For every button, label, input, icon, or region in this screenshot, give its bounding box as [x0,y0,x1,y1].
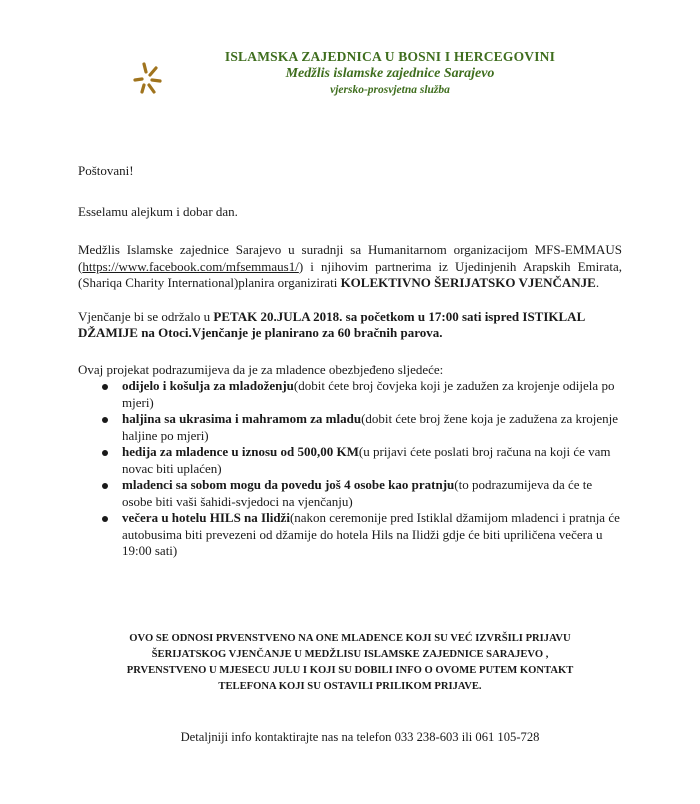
facebook-link[interactable]: https://www.facebook.com/mfsemmaus1/ [82,258,299,274]
provisions-intro: Ovaj projekat podrazumijeva da je za mladence obezbjeđeno sljedeće: [78,361,444,377]
bullet-icon [102,483,108,489]
bullet-icon [102,384,108,390]
bullet-icon [102,417,108,423]
greeting: Poštovani! [78,163,134,178]
item-bold: haljina sa ukrasima i mahramom za mladu [122,411,362,426]
bullet-icon [102,450,108,456]
intro-end: . [595,275,600,290]
event-paragraph [78,309,622,342]
list-item [122,411,622,444]
organization-subtitle: Medžlis islamske zajednice Sarajevo [285,66,495,81]
salutation: Esselamu alejkum i dobar dan. [78,203,238,219]
item-text: (dobit ćete broj čovjeka koji je zadužen za krojenje odijela po mjeri) [122,378,615,410]
item-text: (nakon ceremonije pred Istiklal džamijom mladenci i pratnja će autobusima biti prevezeni od džamije do hotela Hils na Ilidži gdje će biti upriličena večera u 19:00 sati) [122,510,620,558]
list-item [122,477,622,510]
contact-line: Detaljniji info kontaktirajte nas na telefon 033 238-603 ili 061 105-728 [180,730,540,744]
bullet-icon [102,516,108,522]
provisions-list [78,378,622,560]
notice-block: OVO SE ODNOSI PRVENSTVENO NA ONE MLADENCE KOJI SU VEĆ IZVRŠILI PRIJAVU ŠERIJATSKOG VJENČANJE U MEDŽLISU ISLAMSKE ZAJEDNICE SARAJEVO , PRVENSTVENO U MJESECU JULU I KOJI SU DOBILI INFO O OVOME PUTEM KONTAKT TELEFONA KOJI SU OSTAVILI PRILIKOM PRIJAVE. [126,633,574,692]
event-text-a: Vjenčanje bi se održalo u [78,308,214,324]
intro-text-b: ) i njihovim partnerima iz Ujedinjenih Arapskih Emirata,(Shariqa Charity International)planira organizirati [78,258,622,290]
intro-text-a: Medžlis Islamske zajednice Sarajevo u suradnji sa Humanitarnom organizacijom MFS-EMMAUS ( [78,242,622,274]
intro-paragraph [78,242,622,292]
crescent-shape [106,46,138,110]
item-bold: odijelo i košulja za mladoženju [122,378,294,393]
event-bold-a: PETAK 20.JULA 2018. sa početkom u 17:00 sati ispred ISTIKLAL DŽAMIJE na Otoci. [78,308,585,340]
item-text: (dobit ćete broj žene koja je zadužena za krojenje haljine po mjeri) [122,411,619,443]
letter-body [78,163,622,560]
star-rays [135,64,160,92]
item-text: (to podrazumijeva da će te osobe biti vaši šahidi-svjedoci na vjenčanju) [122,477,593,509]
organization-name: ISLAMSKA ZAJEDNICA U BOSNI I HERCEGOVINI [224,49,556,64]
list-item [122,510,622,560]
item-bold: mladenci sa sobom mogu da povedu još 4 osobe kao pratnju [122,477,455,492]
list-item [122,378,622,411]
item-bold: večera u hotelu HILS na Ilidži [122,510,290,525]
letterhead [180,48,600,98]
crescent-star-icon [100,42,172,114]
item-bold: hedija za mladence u iznosu od 500,00 KM [122,444,359,459]
service-name: vjersko-prosvjetna služba [330,84,450,96]
event-bold-b: Vjenčanje je planirano za 60 bračnih parova. [191,325,443,340]
intro-bold: KOLEKTIVNO ŠERIJATSKO VJENČANJE [340,275,596,290]
item-text: (u prijavi ćete poslati broj računa na koji će vam novac biti uplaćen) [122,444,611,476]
list-item [122,444,622,477]
